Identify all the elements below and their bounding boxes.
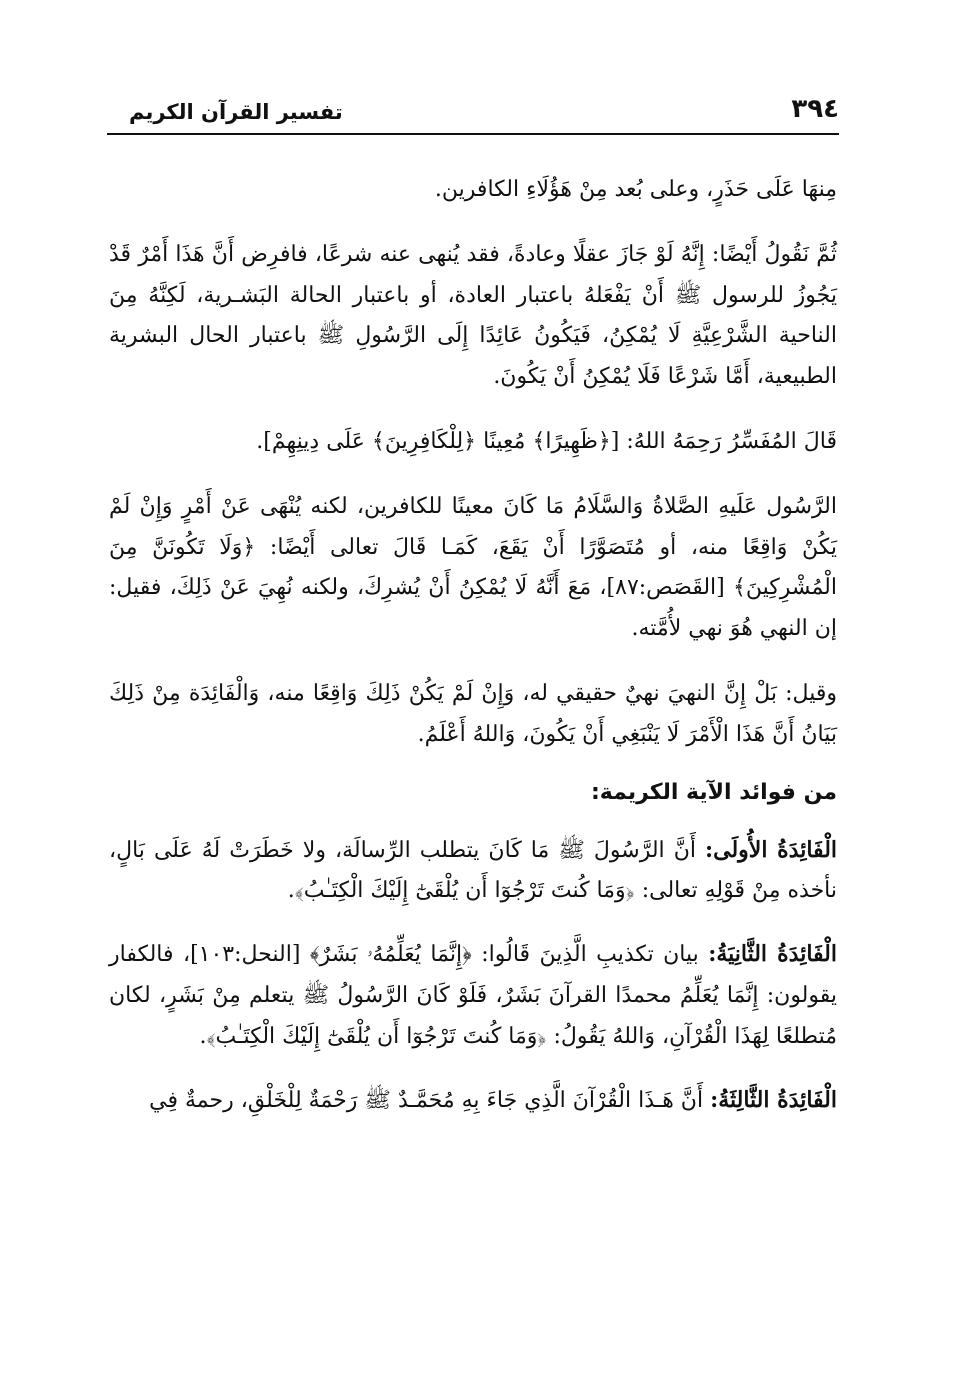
book-title: تفسير القرآن الكريم	[129, 100, 343, 124]
benefit-text: بيان تكذيبِ الَّذِينَ قَالُوا: ﴿إِنَّمَا يُعَلِّمُهُۥ بَشَرٌ﴾ [النحل:١٠٣]، فالكفار يقولون: إِنَّمَا يُعَلِّمُ محمدًا القرآنَ بَشَرٌ، فَلَوْ كَانَ الرَّسُولُ ﷺ يتعلم مِنْ بَشَرٍ، لكان مُتطلعًا لِهَذَا الْقُرْآنِ، وَاللهُ يَقُولُ: ﴿وَمَا كُنتَ تَرْجُوٓا أَن يُلْقَىٰٓ إِلَيْكَ الْكِتَـٰبُ﴾.	[109, 942, 837, 1049]
benefit-lead: الْفَائِدَةُ الثَّالِثَةُ:	[710, 1086, 837, 1113]
benefit-lead: الْفَائِدَةُ الأُولَى:	[705, 836, 838, 863]
benefit-text: أَنَّ هَـذَا الْقُرْآنَ الَّذِي جَاءَ بِهِ مُحَمَّـدٌ ﷺ رَحْمَةٌ لِلْخَلْقِ، رحمةٌ فِي	[149, 1087, 711, 1113]
benefit-2	[109, 934, 837, 1057]
benefit-3	[109, 1080, 837, 1122]
page-number: ٣٩٤	[791, 94, 839, 124]
paragraph-5: وقيل: بَلْ إِنَّ النهيَ نهيٌ حقيقي له، وَإِنْ لَمْ يَكُنْ ذَلِكَ وَاقِعًا منه، وَالْفَائِدَة مِنْ ذَلِكَ بَيَانُ أَنَّ هَذَا الْأَمْرَ لَا يَنْبَغِي أَنْ يَكُونَ، وَاللهُ أَعْلَمُ.	[109, 680, 837, 747]
header-divider	[107, 133, 839, 135]
page-header	[107, 90, 839, 132]
benefit-1	[109, 830, 837, 913]
section-heading: من فوائد الآية الكريمة:	[590, 779, 837, 805]
paragraph-4: الرَّسُول عَلَيهِ الصَّلاةُ وَالسَّلَامُ مَا كَانَ معينًا للكافرين، لكنه يُنْهَى عَنْ أَمْرٍ وَإِنْ لَمْ يَكُنْ وَاقِعًا منه، أو مُتَصَوَّرًا أَنْ يَقَعَ، كَمَـا قَالَ تعالى أَيْضًا: ﴿وَلَا تَكُونَنَّ مِنَ الْمُشْرِكِينَ﴾ [القَصَص:٨٧]، مَعَ أَنَّهُ لَا يُمْكِنُ أَنْ يُشرِكَ، ولكنه نُهِيَ عَنْ ذَلِكَ، فقيل: إن النهي هُوَ نهي لأُمَّته.	[109, 493, 837, 642]
benefit-lead: الْفَائِدَةُ الثَّانِيَةُ:	[708, 941, 837, 968]
paragraph-2: ثُمَّ نَقُولُ أَيْضًا: إِنَّهُ لَوْ جَازَ عقلًا وعادةً، فقد يُنهى عنه شرعًا، فافرِض أَنَّ هَذَا أَمْرٌ قَدْ يَجُوزُ للرسول ﷺ أَنْ يَفْعَلهُ باعتبار العادة، أو باعتبار الحالة البَشـرية، لَكِنَّهُ مِنَ الناحية الشَّرْعِيَّةِ لَا يُمْكِنُ، فَيَكُونُ عَائِدًا إِلَى الرَّسُولِ ﷺ باعتبار الحال البشرية الطبيعية، أَمَّا شَرْعًا فَلَا يُمْكِنُ أَنْ يَكُونَ.	[109, 241, 837, 390]
paragraph-1: مِنهَا عَلَى حَذَرٍ، وعلى بُعد مِنْ هَؤُلَاءِ الكافرين.	[434, 177, 837, 202]
page-body	[109, 170, 837, 1121]
commentator-quote: قَالَ المُفَسِّرُ رَحِمَهُ اللهُ: [﴿ظَهِيرًا﴾ مُعِينًا ﴿لِلْكَافِرِينَ﴾ عَلَى دِينِهِمْ].	[256, 428, 837, 454]
benefit-text: أَنَّ الرَّسُولَ ﷺ مَا كَانَ يتطلب الرِّسالَة، ولا خَطَرَتْ لَهُ عَلَى بَالٍ، نأخذه مِنْ قَوْلِهِ تعالى: ﴿وَمَا كُنتَ تَرْجُوٓا أَن يُلْقَىٰٓ إِلَيْكَ الْكِتَـٰبُ﴾.	[109, 837, 837, 904]
